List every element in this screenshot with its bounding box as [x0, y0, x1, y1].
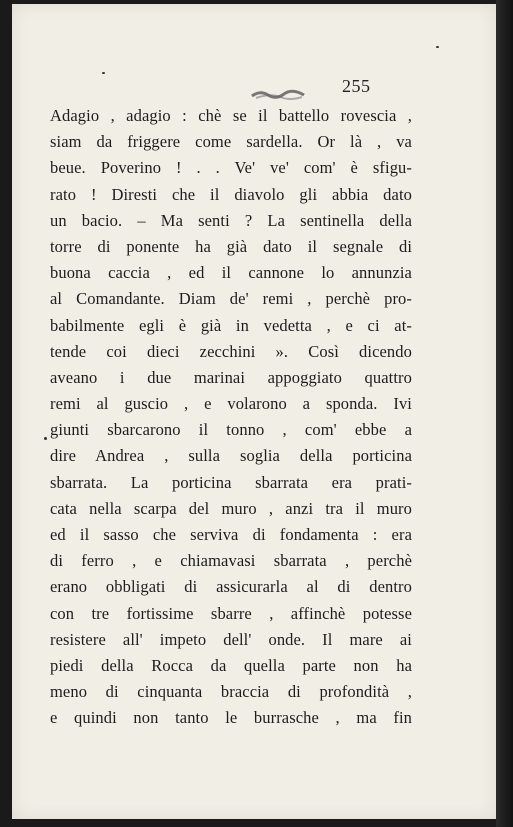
text-line: rato ! Diresti che il diavolo gli abbia dato: [50, 184, 412, 204]
text-line: buona caccia , ed il cannone lo annunzia: [50, 263, 412, 283]
body-text: [50, 103, 412, 732]
ink-smudge-ornament: [250, 86, 306, 102]
text-line: torre di ponente ha già dato il segnale di: [50, 236, 412, 256]
paper-speck: [44, 437, 47, 440]
text-line: babilmente egli è già in vedetta , e ci at-: [50, 315, 412, 335]
text-line: aveano i due marinai appoggiato quattro: [50, 367, 412, 387]
text-line: tende coi dieci zecchini ». Così dicendo: [50, 341, 412, 361]
text-line: giunti sbarcarono il tonno , com' ebbe a: [50, 420, 412, 440]
text-line: e quindi non tanto le burrasche , ma fin: [50, 708, 412, 728]
paper-speck: [102, 72, 105, 74]
text-line: ed il sasso che serviva di fondamenta : era: [50, 525, 412, 544]
text-line: piedi della Rocca da quella parte non ha: [50, 655, 412, 675]
text-line: meno di cinquanta braccia di profondità ,: [50, 682, 412, 702]
text-line: resistere all' impeto dell' onde. Il mare ai: [50, 629, 412, 649]
text-line: erano obbligati di assicurarla al di dentro: [50, 577, 412, 597]
text-line: Adagio , adagio : chè se il battello rovescia ,: [50, 106, 412, 125]
text-line: beue. Poverino ! . . Ve' ve' com' è sfigu-: [50, 158, 412, 178]
text-line: cata nella scarpa del muro , anzi tra il muro: [50, 498, 412, 518]
page-number: 255: [342, 76, 371, 96]
text-line: di ferro , e chiamavasi sbarrata , perchè: [50, 551, 412, 571]
text-line: un bacio. – Ma senti ? La sentinella della: [50, 210, 412, 230]
paper-speck: [436, 46, 439, 48]
text-line: sbarrata. La porticina sbarrata era prati-: [50, 472, 412, 492]
text-line: siam da friggere come sardella. Or là , va: [50, 132, 412, 152]
text-line: con tre fortissime sbarre , affinchè potesse: [50, 603, 412, 623]
text-line: al Comandante. Diam de' remi , perchè pro-: [50, 289, 412, 309]
page-edge-shadow: [496, 0, 513, 827]
text-line: dire Andrea , sulla soglia della porticina: [50, 446, 412, 466]
text-line: remi al guscio , e volarono a sponda. Ivi: [50, 394, 412, 414]
